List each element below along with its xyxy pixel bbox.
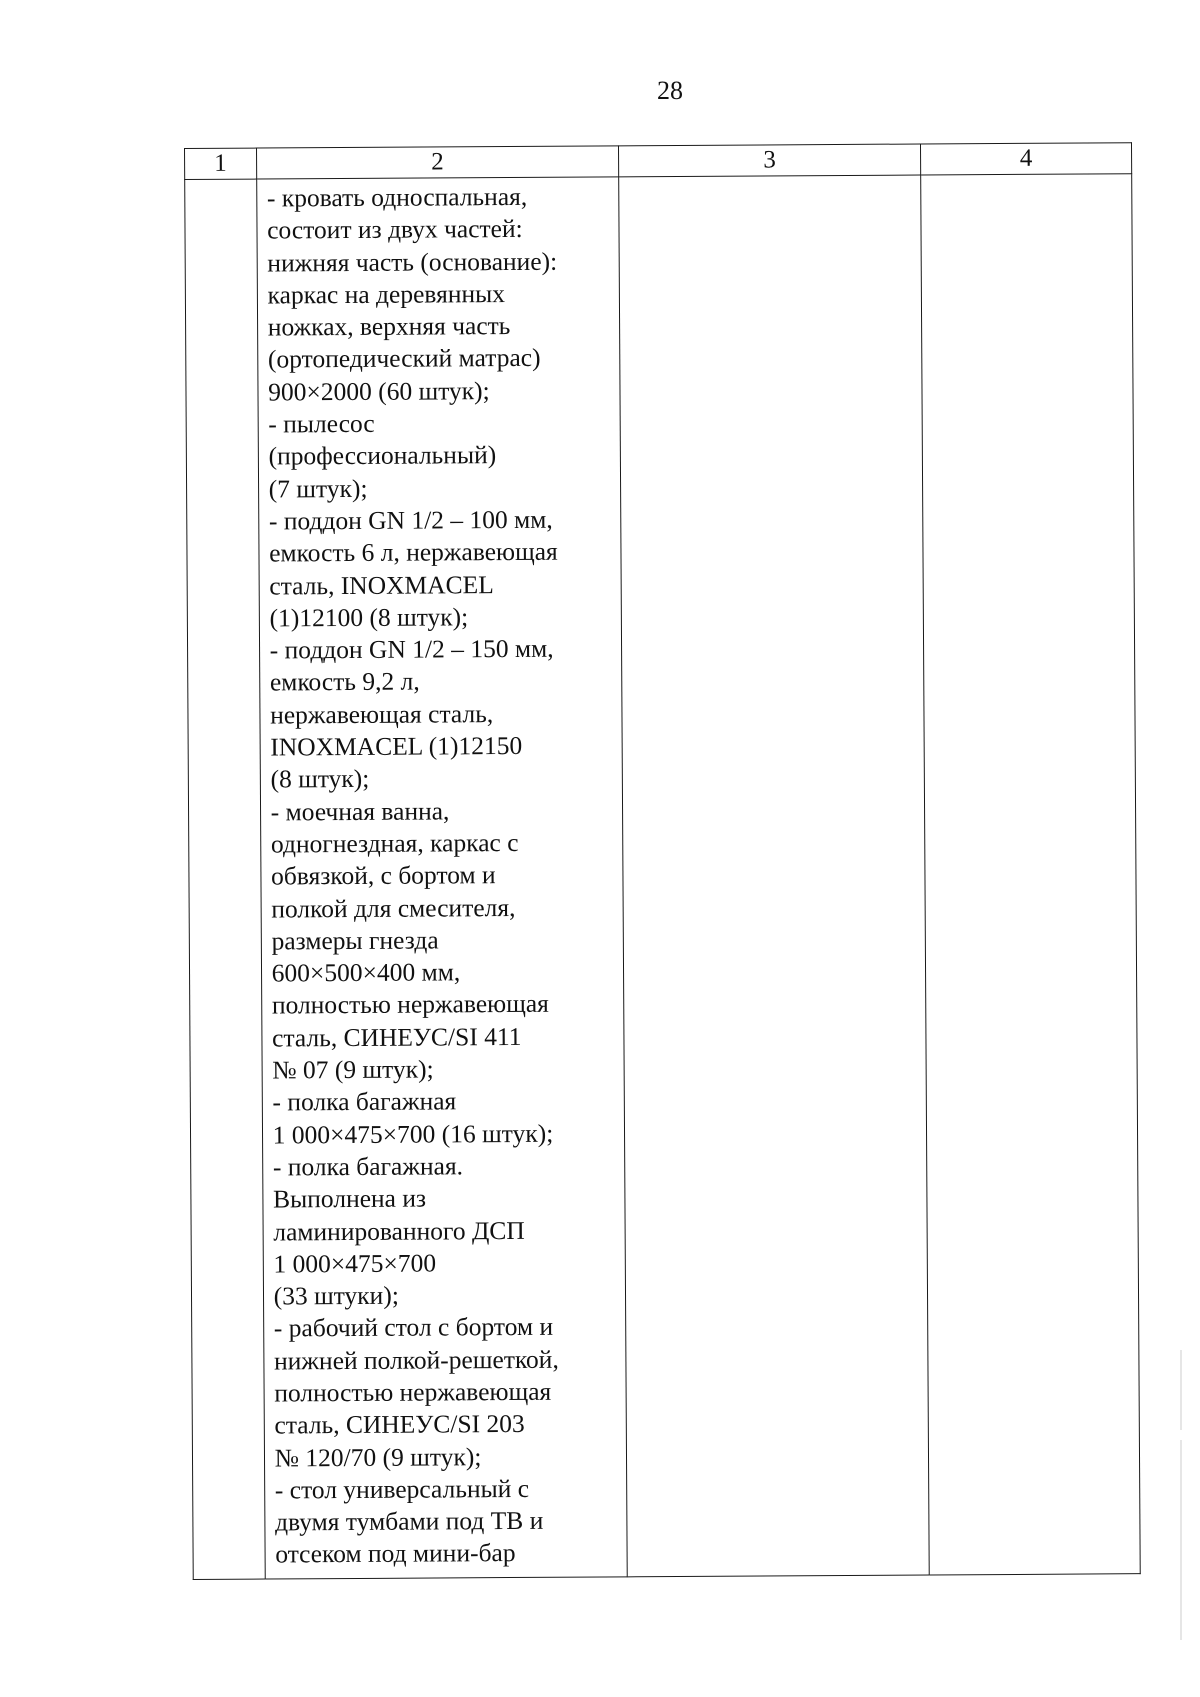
page-number: 28 (657, 76, 683, 105)
item-line: двумя тумбами под ТВ и (274, 1506, 544, 1537)
item-line: полностью нержавеющая (271, 989, 549, 1020)
item-line: нижняя часть (основание): (267, 246, 558, 278)
column-3-cell (619, 175, 929, 1577)
column-4-cell (921, 174, 1141, 1575)
item-line: сталь, INOXMACEL (269, 569, 494, 601)
item-line: емкость 9,2 л, (269, 667, 420, 697)
scan-edge-mark (1180, 1350, 1182, 1430)
item-line: - кровать односпальная, (266, 181, 528, 213)
item-line: INOXMACEL (1)12150 (270, 730, 523, 762)
item-line: 1 000×475×700 (273, 1248, 437, 1279)
item-line: - поддон GN 1/2 – 150 мм, (269, 633, 554, 665)
item-line: ламинированного ДСП (273, 1215, 525, 1246)
column-4-header: 4 (920, 143, 1131, 175)
item-line: (7 штук); (268, 473, 368, 504)
item-line: обвязкой, с бортом и (271, 860, 496, 891)
item-line: - моечная ванна, (270, 796, 450, 827)
item-line: ножках, верхняя часть (267, 311, 511, 342)
item-line: - стол универсальный с (274, 1473, 530, 1505)
item-line: (ортопедический матрас) (267, 343, 541, 374)
item-line: - поддон GN 1/2 – 100 мм, (268, 504, 553, 536)
item-line: отсеком под мини-бар (275, 1538, 516, 1569)
column-3-header: 3 (619, 144, 921, 177)
item-line: № 07 (9 штук); (272, 1054, 434, 1085)
item-line: полностью нержавеющая (274, 1376, 552, 1408)
column-1-cell (185, 179, 265, 1579)
item-line: 900×2000 (60 штук); (268, 375, 490, 407)
table-row (185, 174, 1141, 1580)
item-line: - пылесос (268, 408, 375, 439)
item-line: сталь, СИНЕУС/SI 411 (272, 1021, 522, 1053)
item-line: сталь, СИНЕУС/SI 203 (274, 1409, 525, 1440)
item-line: - полка багажная (272, 1086, 457, 1117)
item-line: одногнездная, каркас с (270, 827, 519, 859)
item-line: (1)12100 (8 штук); (269, 602, 469, 633)
item-line: нижней полкой-решеткой, (273, 1344, 559, 1376)
item-line: - рабочий стол с бортом и (273, 1312, 554, 1343)
item-line: полкой для смесителя, (271, 892, 516, 924)
item-line: нержавеющая сталь, (270, 698, 494, 730)
item-line: каркас на деревянных (267, 278, 506, 310)
item-line: 1 000×475×700 (16 штук); (272, 1118, 554, 1150)
equipment-table (184, 142, 1141, 1580)
equipment-list (257, 177, 627, 1571)
item-line: (профессиональный) (268, 440, 497, 471)
item-line: - полка багажная. (272, 1151, 464, 1182)
item-line: № 120/70 (9 штук); (274, 1441, 482, 1473)
item-line: (8 штук); (270, 764, 370, 794)
item-line: (33 штуки); (273, 1280, 399, 1311)
item-line: размеры гнезда (271, 925, 439, 956)
column-1-header: 1 (185, 148, 257, 179)
item-line: 600×500×400 мм, (271, 957, 461, 988)
item-line: емкость 6 л, нержавеющая (269, 536, 558, 568)
column-2-cell (256, 177, 627, 1579)
scan-edge-mark (1180, 1440, 1182, 1640)
item-line: Выполнена из (273, 1183, 427, 1214)
column-2-header: 2 (256, 146, 619, 179)
item-line: состоит из двух частей: (267, 214, 523, 245)
